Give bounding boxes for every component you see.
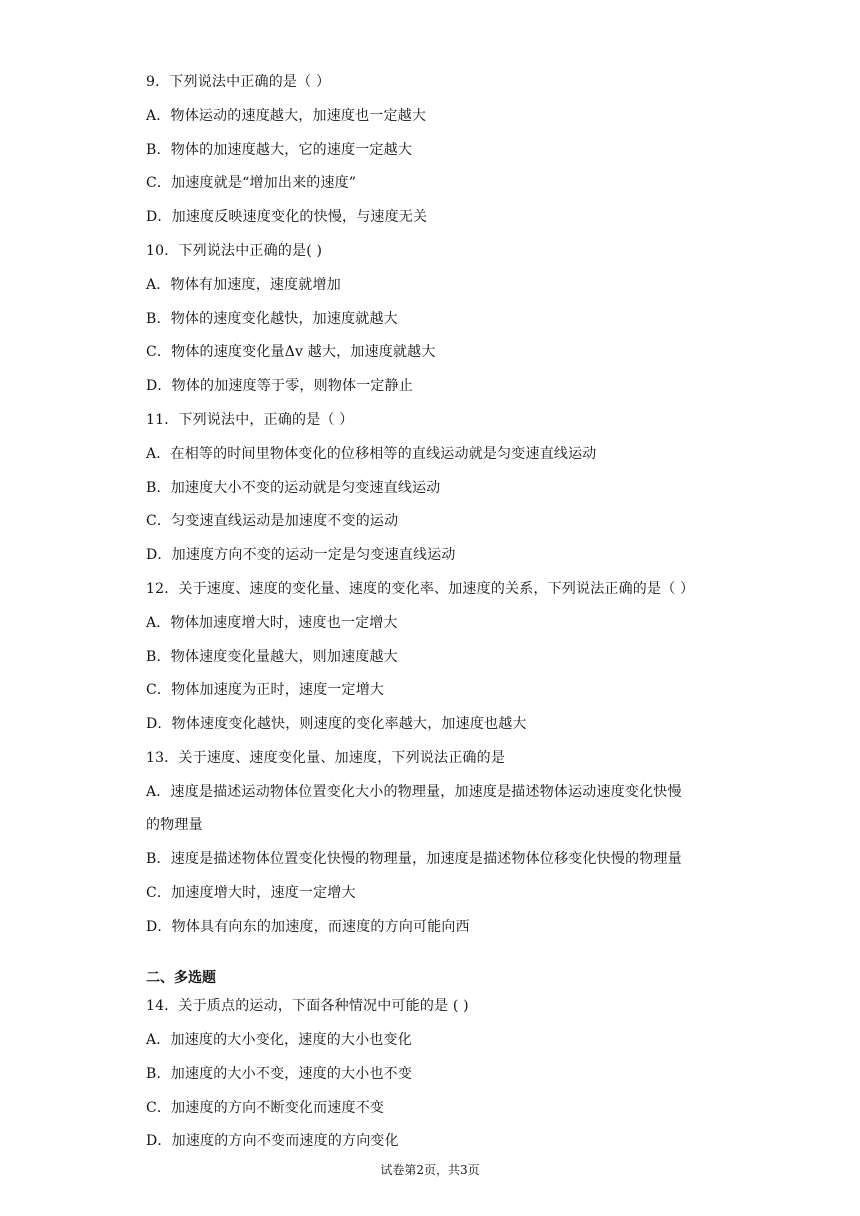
question-12-option-a: A．物体加速度增大时，速度也一定增大 [146, 615, 398, 631]
question-13-stem: 13．关于速度、速度变化量、加速度，下列说法正确的是 [146, 750, 506, 766]
question-13-option-b: B．速度是描述物体位置变化快慢的物理量，加速度是描述物体位移变化快慢的物理量 [146, 851, 682, 867]
question-9-option-d: D．加速度反映速度变化的快慢，与速度无关 [146, 209, 428, 225]
question-12-option-c: C．物体加速度为正时，速度一定增大 [146, 682, 385, 698]
question-9-stem: 9．下列说法中正确的是（ ） [146, 74, 331, 90]
question-11-option-b: B．加速度大小不变的运动就是匀变速直线运动 [146, 480, 441, 496]
question-10-stem: 10．下列说法中正确的是( ) [146, 243, 323, 259]
question-14-option-d: D．加速度的方向不变而速度的方向变化 [146, 1133, 399, 1149]
question-14-stem: 14．关于质点的运动，下面各种情况中可能的是 ( ) [146, 998, 469, 1014]
question-11-option-d: D．加速度方向不变的运动一定是匀变速直线运动 [146, 547, 456, 563]
question-9-option-c: C．加速度就是“增加出来的速度” [146, 175, 357, 191]
question-14-option-b: B．加速度的大小不变，速度的大小也不变 [146, 1066, 413, 1082]
question-13-option-d: D．物体具有向东的加速度，而速度的方向可能向西 [146, 919, 470, 935]
question-10-option-c: C．物体的速度变化量Δv 越大，加速度就越大 [146, 344, 436, 360]
section-heading-multiple-choice: 二、多选题 [146, 970, 216, 986]
question-12-stem: 12．关于速度、速度的变化量、速度的变化率、加速度的关系，下列说法正确的是（ ） [146, 581, 695, 597]
question-13-option-c: C．加速度增大时，速度一定增大 [146, 885, 356, 901]
page-footer: 试卷第2页，共3页 [380, 1163, 480, 1177]
question-9-option-a: A．物体运动的速度越大，加速度也一定越大 [146, 108, 427, 124]
question-10-option-a: A．物体有加速度，速度就增加 [146, 277, 341, 293]
question-11-stem: 11．下列说法中，正确的是（ ） [146, 412, 354, 428]
question-14-option-c: C．加速度的方向不断变化而速度不变 [146, 1100, 385, 1116]
question-10-option-d: D．物体的加速度等于零，则物体一定静止 [146, 378, 414, 394]
question-14-option-a: A．加速度的大小变化，速度的大小也变化 [146, 1032, 412, 1048]
question-12-option-b: B．物体速度变化量越大，则加速度越大 [146, 649, 398, 665]
question-9-option-b: B．物体的加速度越大，它的速度一定越大 [146, 142, 413, 158]
question-13-option-a-continued: 的物理量 [146, 817, 203, 833]
question-12-option-d: D．物体速度变化越快，则速度的变化率越大，加速度也越大 [146, 716, 527, 732]
question-11-option-c: C．匀变速直线运动是加速度不变的运动 [146, 513, 399, 529]
question-10-option-b: B．物体的速度变化越快，加速度就越大 [146, 311, 398, 327]
question-11-option-a: A．在相等的时间里物体变化的位移相等的直线运动就是匀变速直线运动 [146, 446, 597, 462]
question-13-option-a: A．速度是描述运动物体位置变化大小的物理量，加速度是描述物体运动速度变化快慢 [146, 784, 682, 800]
